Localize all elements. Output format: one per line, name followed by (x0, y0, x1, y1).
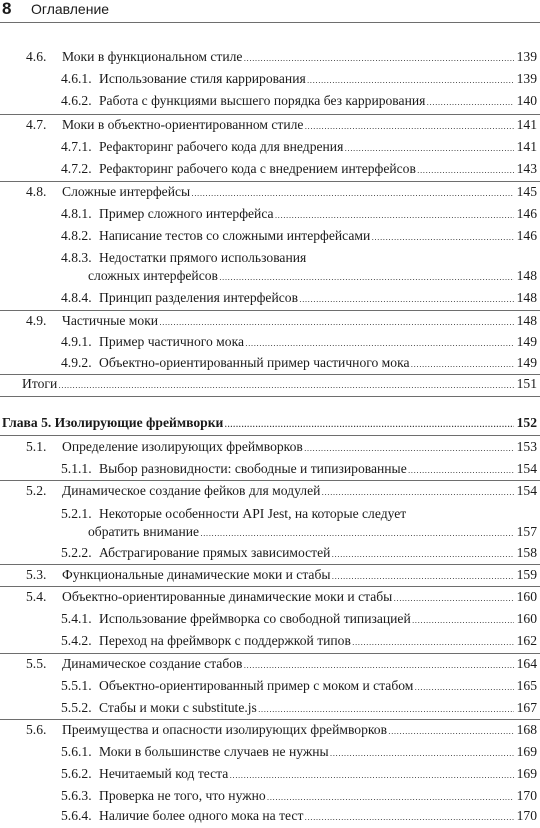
toc-entry-4-6-1[interactable]: 4.6.1. Использование стиля каррирования . . . 139 (0, 68, 540, 89)
toc-entry-4-8-4[interactable]: 4.8.4. Принцип разделения интерфейсов . . . 148 (0, 287, 540, 308)
toc-entry-4-9[interactable]: 4.9. Частичные моки . . . 148 (0, 310, 540, 331)
toc-entry-4-6[interactable]: 4.6. Моки в функциональном стиле . . . 139 (0, 46, 540, 67)
toc-entry-5-1[interactable]: 5.1. Определение изолирующих фреймворков . . . 153 (0, 436, 540, 457)
toc-entry-5-2-2[interactable]: 5.2.2. Абстрагирование прямых зависимостей . . . 158 (0, 542, 540, 563)
toc-entry-5-6-3[interactable]: 5.6.3. Проверка не того, что нужно . . . 170 (0, 785, 540, 806)
page-number: 8 (2, 0, 12, 18)
toc-entry-4-8[interactable]: 4.8. Сложные интерфейсы . . . 145 (0, 181, 540, 202)
toc-entry-5-6-1[interactable]: 5.6.1. Моки в большинстве случаев не нужны . . . 169 (0, 741, 540, 762)
toc-entry-5-4-2[interactable]: 5.4.2. Переход на фреймворк с поддержкой типов . . . 162 (0, 630, 540, 651)
toc-entry-5-6-2[interactable]: 5.6.2. Нечитаемый код теста . . . 169 (0, 763, 540, 784)
toc-entry-5-4-1[interactable]: 5.4.1. Использование фреймворка со свободной типизацией . . . 160 (0, 608, 540, 629)
toc-entry-summary[interactable]: Итоги . . . 151 (0, 373, 540, 394)
toc-entry-4-7-1[interactable]: 4.7.1. Рефакторинг рабочего кода для внедрения . . . 141 (0, 136, 540, 157)
toc-entry-4-7[interactable]: 4.7. Моки в объектно-ориентированном стиле . . . 141 (0, 114, 540, 135)
toc-entry-5-3[interactable]: 5.3. Функциональные динамические моки и стабы . . . 159 (0, 564, 540, 585)
toc-entry-5-2[interactable]: 5.2. Динамическое создание фейков для модулей . . . 154 (0, 480, 540, 501)
section-divider (0, 396, 540, 397)
toc-entry-5-2-1[interactable]: 5.2.1. Некоторые особенности API Jest, на которые следует обратить внимание . . . 157 (0, 521, 540, 542)
toc-entry-4-8-3[interactable]: 4.8.3. Недостатки прямого использования сложных интерфейсов . . . 148 (0, 265, 540, 286)
toc-entry-5-5[interactable]: 5.5. Динамическое создание стабов . . . 164 (0, 653, 540, 674)
toc-entry-5-6[interactable]: 5.6. Преимущества и опасности изолирующих фреймворков . . . 168 (0, 719, 540, 740)
toc-entry-5-1-1[interactable]: 5.1.1. Выбор разновидности: свободные и типизированные . . . 154 (0, 458, 540, 479)
header-rule (0, 22, 540, 23)
toc-entry-chapter-5[interactable]: Глава 5. Изолирующие фреймворки . . . 152 (0, 412, 540, 433)
toc-entry-5-5-1[interactable]: 5.5.1. Объектно-ориентированный пример с моком и стабом . . . 165 (0, 675, 540, 696)
toc-entry-4-9-2[interactable]: 4.9.2. Объектно-ориентированный пример частичного мока . . . 149 (0, 352, 540, 373)
toc-entry-4-6-2[interactable]: 4.6.2. Работа с функциями высшего порядка без каррирования . . . 140 (0, 90, 540, 111)
toc-entry-5-4[interactable]: 5.4. Объектно-ориентированные динамические моки и стабы . . . 160 (0, 586, 540, 607)
running-title: Оглавление (31, 1, 110, 17)
toc-entry-4-8-2[interactable]: 4.8.2. Написание тестов со сложными интерфейсами . . . 146 (0, 225, 540, 246)
running-header (0, 0, 540, 22)
toc-entry-4-9-1[interactable]: 4.9.1. Пример частичного мока . . . 149 (0, 331, 540, 352)
toc-entry-4-8-1[interactable]: 4.8.1. Пример сложного интерфейса . . . 146 (0, 203, 540, 224)
toc-entry-4-7-2[interactable]: 4.7.2. Рефакторинг рабочего кода с внедрением интерфейсов . . . 143 (0, 158, 540, 179)
toc-entry-5-5-2[interactable]: 5.5.2. Стабы и моки с substitute.js . . . 167 (0, 697, 540, 718)
toc-entry-5-6-4[interactable]: 5.6.4. Наличие более одного мока на тест . . . 170 (0, 805, 540, 826)
